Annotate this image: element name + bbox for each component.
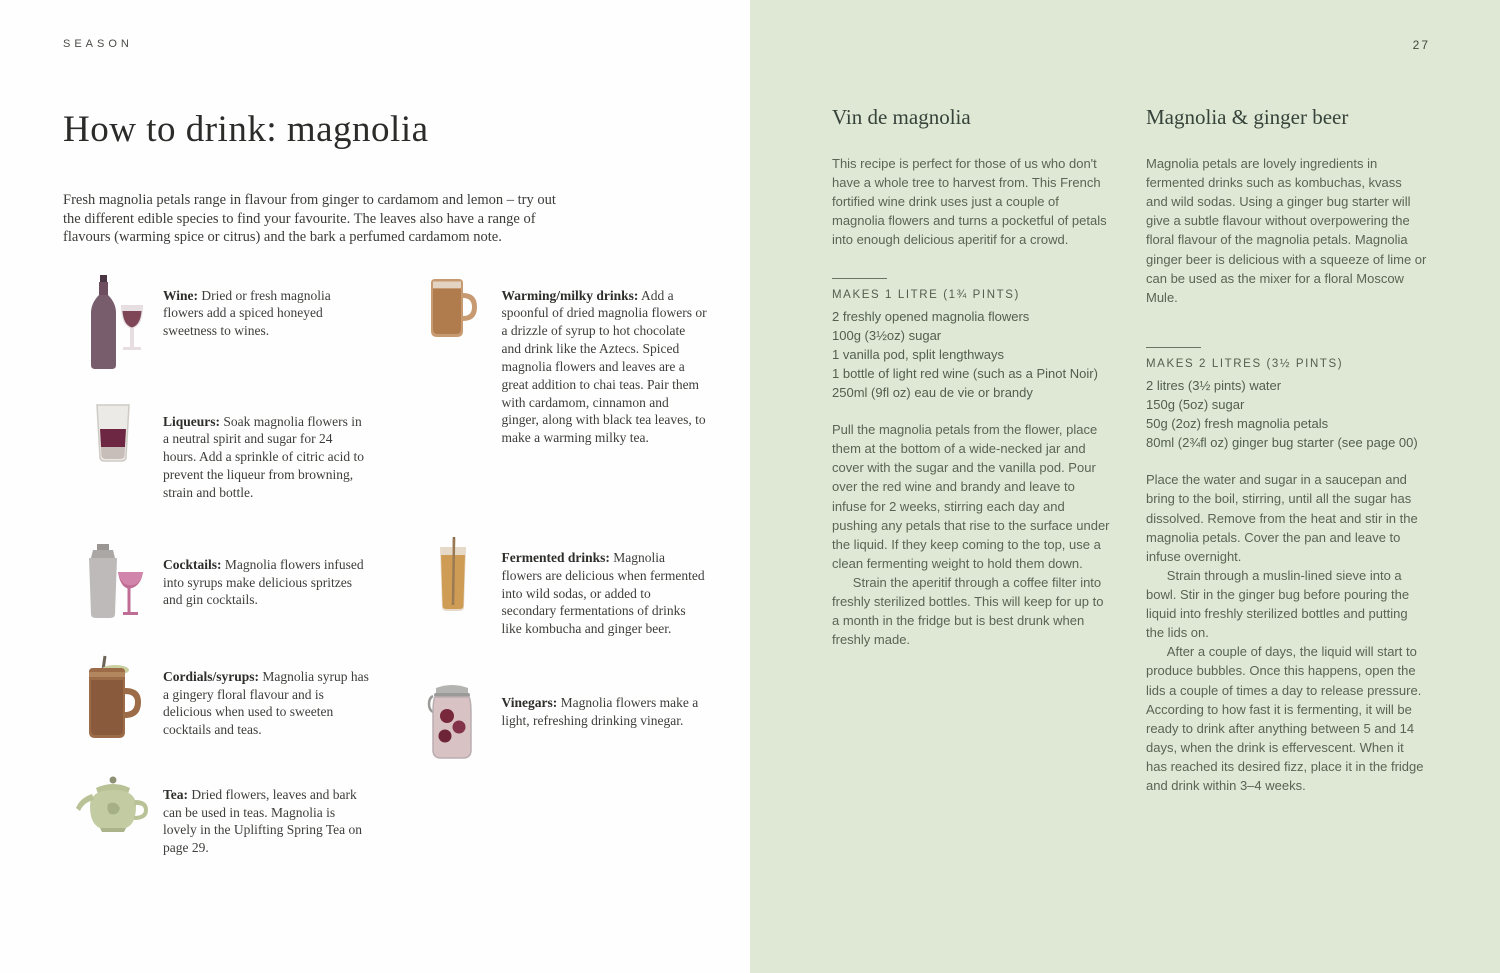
liqueur-tumbler-icon [63,399,163,502]
ingredient: 1 bottle of light red wine (such as a Pinot Noir) [832,365,1098,381]
item-label: Vinegars: [501,695,558,711]
item-text: Fermented drinks: Magnolia flowers are delicious when fermented into wild sodas, or added to secondary fermentations of drinks like kombucha and ginger beer. [501,549,705,637]
item-vinegars [402,680,731,764]
recipes [832,105,1428,795]
item-label: Liqueurs: [163,413,221,429]
preserving-jar-icon [402,680,502,764]
ingredient-list [832,307,1113,403]
tall-glass-straw-icon [402,535,502,638]
page-number: 27 [1412,38,1430,52]
method-paragraph: Strain through a muslin-lined sieve into a bowl. Stir in the ginger bug before pouring the liquid into freshly sterilized bottles and putting the lids on. [1146,567,1410,641]
recipe-yield: MAKES 2 LITRES (3½ PINTS) [1146,357,1344,370]
ingredient: 1 vanilla pod, split lengthways [832,346,1004,362]
recipe-yield: MAKES 1 LITRE (1¾ PINTS) [832,288,1020,301]
recipe-vin-de-magnolia [832,105,1113,795]
recipe-method [832,420,1113,649]
ingredient: 80ml (2¾fl oz) ginger bug starter (see page 00) [1146,435,1418,451]
recipe-method [1146,470,1427,795]
item-label: Fermented drinks: [501,549,610,565]
item-text: Cordials/syrups: Magnolia syrup has a gingery floral flavour and is delicious when used to sweeten cocktails and teas. [163,668,369,738]
recipe-magnolia-ginger-beer [1146,105,1427,795]
item-tea [63,772,392,857]
method-paragraph: After a couple of days, the liquid will start to produce bubbles. Once this happens, open the lids a couple of times a day to release pressure. According to how fast it is fermenting, it will be ready to drink after anything between 5 and 14 days, when the drink is effervescent. When it has reached its desired fizz, place it in the fridge and drink within 3–4 weeks. [1146,644,1424,794]
item-cocktails [63,542,392,628]
method-paragraph: Pull the magnolia petals from the flower, place them at the bottom of a wide-necked jar and cover with the sugar and the vanilla pod. Pour over the red wine and brandy and leave to infuse for 2 weeks, stirring each day and pushing any petals that rise to the surface under the liquid. If they keep coming to the top, use a clean fermenting weight to hold them down. [832,422,1110,571]
mason-jar-mug-icon [63,654,163,746]
recipe-intro: This recipe is perfect for those of us who don't have a whole tree to harvest from. This French fortified wine drink uses just a couple of magnolia flowers and turns a pocketful of petals into enough delicious aperitif for a crowd. [832,156,1107,248]
item-warming [402,273,731,447]
item-cordials [63,654,392,746]
item-text: Wine: Dried or fresh magnolia flowers add a spiced honeyed sweetness to wines. [163,287,331,339]
ingredient-list [1146,376,1427,452]
ingredient: 2 litres (3½ pints) water [1146,377,1282,393]
recipe-title: Magnolia & ginger beer [1146,105,1349,129]
item-liqueurs [63,399,392,502]
item-text: Tea: Dried flowers, leaves and bark can be used in teas. Magnolia is lovely in the Uplifting Spring Tea on page 29. [163,786,363,856]
ingredient: 150g (5oz) sugar [1146,396,1245,412]
recipe-intro: Magnolia petals are lovely ingredients in fermented drinks such as kombuchas, kvass and wild sodas. Using a ginger bug starter will give a subtle flavour without overpowering the floral flavour of the magnolia petals. Magnolia ginger beer is delicious with a squeeze of lime or can be used as the mixer for a floral Moscow Mule. [1146,156,1427,305]
ingredient: 250ml (9fl oz) eau de vie or brandy [832,384,1033,400]
item-label: Cocktails: [163,556,222,572]
item-text: Liqueurs: Soak magnolia flowers in a neutral spirit and sugar for 24 hours. Add a sprinkle of citric acid to prevent the liqueur from browning, strain and bottle. [163,413,364,500]
yield-rule [832,278,887,279]
item-label: Tea: [163,786,189,802]
right-page [750,0,1500,973]
glass-mug-icon [402,273,502,447]
item-wine [63,273,392,373]
item-label: Warming/milky drinks: [501,287,639,303]
page-intro: Fresh magnolia petals range in flavour from ginger to cardamom and lemon – try out the different edible species to find your favourite. The leaves also have a range of flavours (warming spice or citrus) and the bark a perfumed cardamom note. [63,192,556,246]
item-label: Cordials/syrups: [163,668,260,684]
wine-bottle-and-glass-icon [63,273,163,373]
item-text: Cocktails: Magnolia flowers infused into syrups make delicious spritzes and gin cocktails. [163,556,364,608]
item-text: Vinegars: Magnolia flowers make a light, refreshing drinking vinegar. [501,695,699,728]
method-paragraph: Place the water and sugar in a saucepan and bring to the boil, stirring, until all the sugar has dissolved. Remove from the heat and stir in the magnolia petals. Cover the pan and leave to infuse overnight. [1146,472,1418,564]
recipe-title: Vin de magnolia [832,105,971,129]
items-column-1 [63,273,392,883]
item-fermented [402,535,731,638]
method-paragraph: Strain the aperitif through a coffee filter into freshly sterilized bottles. This will keep for up to a month in the fridge but is best drunk when freshly made. [832,574,1104,648]
item-label: Wine: [163,287,199,303]
drink-items-grid [63,273,730,883]
page-title: How to drink: magnolia [63,109,429,150]
item-text: Warming/milky drinks: Add a spoonful of dried magnolia flowers or a drizzle of syrup to hot chocolate and drink like the Aztecs. Spiced magnolia flowers and leaves are a great addition to chai teas. Pair them with cardamom, cinnamon and ginger, along with black tea leaves, to make a warming milky tea. [501,287,707,446]
ingredient: 2 freshly opened magnolia flowers [832,308,1030,324]
teapot-icon [63,772,163,857]
yield-rule [1146,347,1201,348]
cocktail-shaker-icon [63,542,163,628]
items-column-2 [402,273,731,883]
running-head: SEASON [63,38,133,50]
ingredient: 50g (2oz) fresh magnolia petals [1146,416,1329,432]
ingredient: 100g (3½oz) sugar [832,327,942,343]
